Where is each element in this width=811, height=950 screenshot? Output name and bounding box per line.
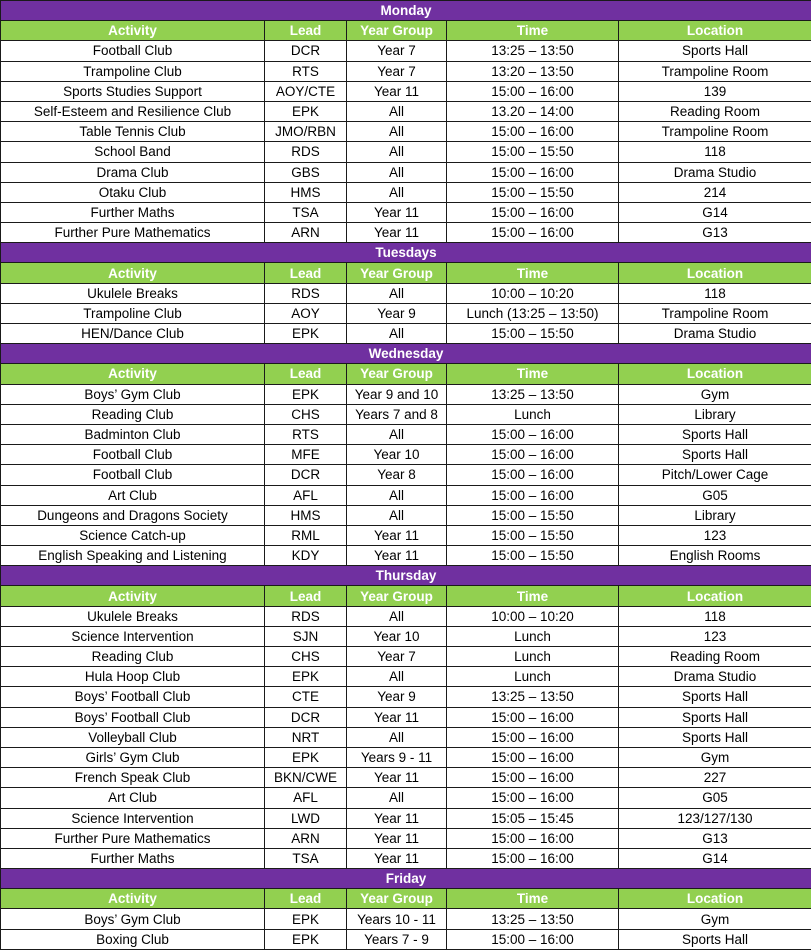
lead-cell: EPK [265,324,347,344]
location-cell: G14 [619,202,811,222]
column-header-time: Time [447,364,619,384]
column-header-lead: Lead [265,889,347,909]
column-header-activity: Activity [1,21,265,41]
activity-cell: Football Club [1,41,265,61]
lead-cell: AOY [265,303,347,323]
time-cell: 10:00 – 10:20 [447,283,619,303]
table-row [1,162,811,182]
year-group-cell: Year 11 [347,707,447,727]
year-group-cell: All [347,505,447,525]
lead-cell: RDS [265,283,347,303]
table-row [1,909,811,929]
location-cell: 118 [619,606,811,626]
day-name: Thursday [1,566,811,586]
table-row [1,707,811,727]
year-group-cell: Year 11 [347,768,447,788]
activity-cell: Football Club [1,465,265,485]
location-cell: G14 [619,848,811,868]
year-group-cell: All [347,788,447,808]
location-cell: 123 [619,626,811,646]
activity-cell: Dungeons and Dragons Society [1,505,265,525]
lead-cell: ARN [265,223,347,243]
activity-cell: Ukulele Breaks [1,606,265,626]
column-header-location: Location [619,364,811,384]
activity-cell: Hula Hoop Club [1,667,265,687]
year-group-cell: All [347,485,447,505]
table-row [1,283,811,303]
year-group-cell: Year 7 [347,41,447,61]
year-group-cell: Year 10 [347,626,447,646]
location-cell: G05 [619,485,811,505]
table-row [1,445,811,465]
year-group-cell: All [347,162,447,182]
location-cell: Trampoline Room [619,303,811,323]
day-header-row [1,344,811,364]
year-group-cell: All [347,101,447,121]
column-header-time: Time [447,263,619,283]
location-cell: 123 [619,525,811,545]
table-row [1,404,811,424]
activity-cell: Boys’ Gym Club [1,909,265,929]
time-cell: Lunch [447,626,619,646]
lead-cell: LWD [265,808,347,828]
table-row [1,626,811,646]
lead-cell: CHS [265,404,347,424]
location-cell: G13 [619,223,811,243]
column-header-row [1,586,811,606]
year-group-cell: All [347,667,447,687]
table-row [1,424,811,444]
column-header-year-group: Year Group [347,263,447,283]
location-cell: Reading Room [619,647,811,667]
column-header-year-group: Year Group [347,586,447,606]
location-cell: Library [619,505,811,525]
day-header-row [1,243,811,263]
year-group-cell: All [347,324,447,344]
table-row [1,324,811,344]
table-row [1,848,811,868]
time-cell: 10:00 – 10:20 [447,606,619,626]
lead-cell: CHS [265,647,347,667]
table-row [1,303,811,323]
activity-cell: English Speaking and Listening [1,546,265,566]
year-group-cell: Year 9 and 10 [347,384,447,404]
year-group-cell: Year 11 [347,525,447,545]
column-header-year-group: Year Group [347,889,447,909]
time-cell: 15:00 – 16:00 [447,162,619,182]
year-group-cell: Year 11 [347,81,447,101]
column-header-row [1,21,811,41]
column-header-time: Time [447,889,619,909]
table-row [1,384,811,404]
lead-cell: RTS [265,424,347,444]
activity-cell: Boxing Club [1,929,265,949]
location-cell: Gym [619,384,811,404]
year-group-cell: Years 10 - 11 [347,909,447,929]
column-header-location: Location [619,263,811,283]
table-row [1,81,811,101]
lead-cell: AFL [265,485,347,505]
time-cell: 13:25 – 13:50 [447,41,619,61]
location-cell: 123/127/130 [619,808,811,828]
table-row [1,465,811,485]
table-row [1,828,811,848]
time-cell: 15:00 – 15:50 [447,505,619,525]
table-row [1,768,811,788]
year-group-cell: Year 7 [347,647,447,667]
table-row [1,182,811,202]
location-cell: Pitch/Lower Cage [619,465,811,485]
activity-cell: Reading Club [1,647,265,667]
table-row [1,101,811,121]
column-header-time: Time [447,586,619,606]
location-cell: 118 [619,283,811,303]
lead-cell: RDS [265,142,347,162]
year-group-cell: All [347,283,447,303]
column-header-activity: Activity [1,586,265,606]
table-row [1,606,811,626]
activity-cell: HEN/Dance Club [1,324,265,344]
column-header-time: Time [447,21,619,41]
time-cell: 15:00 – 16:00 [447,223,619,243]
year-group-cell: Year 11 [347,808,447,828]
time-cell: Lunch (13:25 – 13:50) [447,303,619,323]
lead-cell: AOY/CTE [265,81,347,101]
activity-cell: Table Tennis Club [1,122,265,142]
lead-cell: EPK [265,667,347,687]
year-group-cell: All [347,606,447,626]
lead-cell: RTS [265,61,347,81]
table-row [1,525,811,545]
table-row [1,546,811,566]
activity-cell: Science Intervention [1,626,265,646]
day-name: Monday [1,1,811,21]
column-header-activity: Activity [1,263,265,283]
year-group-cell: Years 7 - 9 [347,929,447,949]
lead-cell: EPK [265,384,347,404]
time-cell: 13:25 – 13:50 [447,909,619,929]
activity-cell: Boys’ Gym Club [1,384,265,404]
column-header-location: Location [619,889,811,909]
activity-cell: Further Maths [1,202,265,222]
lead-cell: JMO/RBN [265,122,347,142]
lead-cell: EPK [265,101,347,121]
activity-cell: Volleyball Club [1,727,265,747]
table-row [1,667,811,687]
time-cell: 15:00 – 16:00 [447,727,619,747]
table-row [1,505,811,525]
table-row [1,647,811,667]
time-cell: 13:20 – 13:50 [447,61,619,81]
lead-cell: KDY [265,546,347,566]
lead-cell: HMS [265,182,347,202]
lead-cell: CTE [265,687,347,707]
year-group-cell: All [347,182,447,202]
lead-cell: HMS [265,505,347,525]
location-cell: Drama Studio [619,162,811,182]
lead-cell: NRT [265,727,347,747]
location-cell: 118 [619,142,811,162]
location-cell: Trampoline Room [619,122,811,142]
day-name: Tuesdays [1,243,811,263]
year-group-cell: Year 11 [347,848,447,868]
activity-cell: Science Catch-up [1,525,265,545]
year-group-cell: Year 9 [347,687,447,707]
year-group-cell: All [347,727,447,747]
column-header-activity: Activity [1,364,265,384]
time-cell: 15:00 – 16:00 [447,707,619,727]
lead-cell: AFL [265,788,347,808]
lead-cell: SJN [265,626,347,646]
table-row [1,41,811,61]
day-header-row [1,566,811,586]
time-cell: 13:25 – 13:50 [447,384,619,404]
location-cell: 214 [619,182,811,202]
activity-cell: Self-Esteem and Resilience Club [1,101,265,121]
location-cell: Gym [619,909,811,929]
table-row [1,142,811,162]
location-cell: 227 [619,768,811,788]
column-header-row [1,263,811,283]
column-header-lead: Lead [265,21,347,41]
column-header-lead: Lead [265,586,347,606]
time-cell: 15:00 – 16:00 [447,848,619,868]
table-row [1,929,811,949]
table-row [1,223,811,243]
time-cell: 13:25 – 13:50 [447,687,619,707]
lead-cell: TSA [265,848,347,868]
activity-cell: Girls’ Gym Club [1,747,265,767]
location-cell: Drama Studio [619,324,811,344]
lead-cell: EPK [265,929,347,949]
time-cell: 15:00 – 16:00 [447,768,619,788]
time-cell: 15:00 – 16:00 [447,445,619,465]
year-group-cell: Year 9 [347,303,447,323]
activity-cell: Boys’ Football Club [1,707,265,727]
day-name: Wednesday [1,344,811,364]
year-group-cell: Year 10 [347,445,447,465]
column-header-year-group: Year Group [347,364,447,384]
time-cell: Lunch [447,404,619,424]
activity-cell: Science Intervention [1,808,265,828]
location-cell: Sports Hall [619,727,811,747]
column-header-lead: Lead [265,263,347,283]
day-header-row [1,1,811,21]
time-cell: 15:00 – 16:00 [447,788,619,808]
lead-cell: TSA [265,202,347,222]
lead-cell: RML [265,525,347,545]
time-cell: 15:00 – 16:00 [447,202,619,222]
activity-cell: French Speak Club [1,768,265,788]
lead-cell: GBS [265,162,347,182]
time-cell: 15:05 – 15:45 [447,808,619,828]
activity-cell: Otaku Club [1,182,265,202]
lead-cell: DCR [265,465,347,485]
table-row [1,687,811,707]
lead-cell: MFE [265,445,347,465]
activity-cell: Reading Club [1,404,265,424]
time-cell: 15:00 – 15:50 [447,324,619,344]
location-cell: Drama Studio [619,667,811,687]
column-header-row [1,364,811,384]
location-cell: Sports Hall [619,41,811,61]
year-group-cell: Year 11 [347,546,447,566]
time-cell: 15:00 – 15:50 [447,182,619,202]
day-header-row [1,869,811,889]
activity-cell: Sports Studies Support [1,81,265,101]
time-cell: Lunch [447,647,619,667]
year-group-cell: All [347,424,447,444]
activity-cell: Drama Club [1,162,265,182]
column-header-location: Location [619,586,811,606]
activity-cell: School Band [1,142,265,162]
lead-cell: DCR [265,41,347,61]
column-header-activity: Activity [1,889,265,909]
year-group-cell: Year 11 [347,828,447,848]
table-row [1,202,811,222]
location-cell: Trampoline Room [619,61,811,81]
table-row [1,485,811,505]
location-cell: Sports Hall [619,707,811,727]
year-group-cell: All [347,122,447,142]
lead-cell: RDS [265,606,347,626]
time-cell: 15:00 – 16:00 [447,424,619,444]
location-cell: G13 [619,828,811,848]
year-group-cell: Year 8 [347,465,447,485]
time-cell: 15:00 – 16:00 [447,747,619,767]
activity-cell: Art Club [1,788,265,808]
activity-cell: Badminton Club [1,424,265,444]
location-cell: Sports Hall [619,929,811,949]
column-header-year-group: Year Group [347,21,447,41]
location-cell: Library [619,404,811,424]
column-header-lead: Lead [265,364,347,384]
activity-cell: Football Club [1,445,265,465]
location-cell: Gym [619,747,811,767]
year-group-cell: Year 11 [347,223,447,243]
location-cell: 139 [619,81,811,101]
time-cell: 15:00 – 16:00 [447,828,619,848]
table-row [1,747,811,767]
year-group-cell: All [347,142,447,162]
year-group-cell: Years 9 - 11 [347,747,447,767]
year-group-cell: Year 7 [347,61,447,81]
lead-cell: DCR [265,707,347,727]
activity-cell: Ukulele Breaks [1,283,265,303]
activity-cell: Further Pure Mathematics [1,828,265,848]
column-header-row [1,889,811,909]
table-row [1,61,811,81]
location-cell: Reading Room [619,101,811,121]
table-row [1,788,811,808]
time-cell: 15:00 – 16:00 [447,81,619,101]
time-cell: 15:00 – 15:50 [447,142,619,162]
lead-cell: EPK [265,909,347,929]
day-name: Friday [1,869,811,889]
table-row [1,808,811,828]
table-row [1,122,811,142]
column-header-location: Location [619,21,811,41]
time-cell: 15:00 – 16:00 [447,485,619,505]
time-cell: 15:00 – 16:00 [447,465,619,485]
time-cell: 15:00 – 16:00 [447,929,619,949]
location-cell: G05 [619,788,811,808]
year-group-cell: Year 11 [347,202,447,222]
location-cell: Sports Hall [619,445,811,465]
time-cell: 15:00 – 15:50 [447,546,619,566]
location-cell: Sports Hall [619,687,811,707]
time-cell: 15:00 – 15:50 [447,525,619,545]
activity-cell: Further Pure Mathematics [1,223,265,243]
lead-cell: EPK [265,747,347,767]
schedule-body [1,1,811,950]
time-cell: 13.20 – 14:00 [447,101,619,121]
activity-cell: Further Maths [1,848,265,868]
lead-cell: ARN [265,828,347,848]
activity-cell: Boys’ Football Club [1,687,265,707]
location-cell: English Rooms [619,546,811,566]
activity-cell: Trampoline Club [1,61,265,81]
activity-cell: Art Club [1,485,265,505]
time-cell: 15:00 – 16:00 [447,122,619,142]
table-row [1,727,811,747]
year-group-cell: Years 7 and 8 [347,404,447,424]
location-cell: Sports Hall [619,424,811,444]
time-cell: Lunch [447,667,619,687]
activity-cell: Trampoline Club [1,303,265,323]
lead-cell: BKN/CWE [265,768,347,788]
